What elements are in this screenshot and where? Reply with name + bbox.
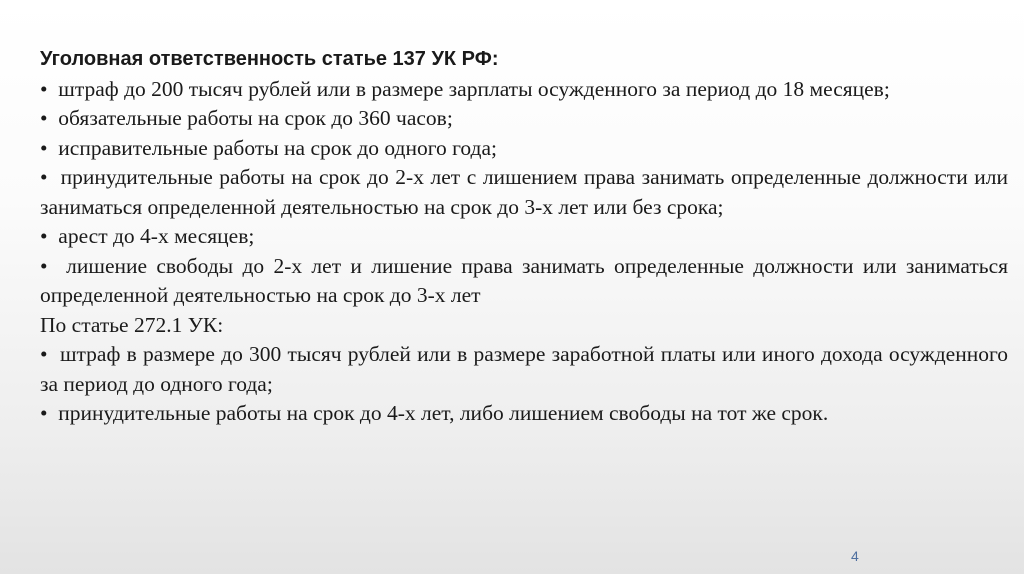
bullet-icon: • [40, 401, 48, 425]
list-item [40, 340, 1008, 399]
slide-heading: Уголовная ответственность статье 137 УК РФ: [40, 48, 499, 70]
list-item-text: принудительные работы на срок до 4-х лет, либо лишением свободы на тот же срок. [58, 401, 829, 425]
list-item-text: штраф до 200 тысяч рублей или в размере зарплаты осужденного за период до 18 месяцев; [58, 76, 890, 101]
list-item [40, 104, 1008, 134]
bullet-icon: • [40, 165, 48, 189]
section-subheading: По статье 272.1 УК: [40, 312, 224, 337]
list-item-text: штраф в размере до 300 тысяч рублей или в размере заработной платы или иного дохода осужденного за период до одного года; [40, 342, 1009, 396]
list-item [40, 222, 1008, 252]
list-item-text: арест до 4-х месяцев; [58, 224, 255, 248]
list-item [40, 134, 1008, 164]
list-item [40, 75, 1008, 105]
list-item [40, 163, 1008, 222]
list-item-text: принудительные работы на срок до 2-х лет с лишением права занимать определенные должности или заниматься определенной деятельностью на срок до 3-х лет или без срока; [40, 165, 1009, 219]
bullet-icon: • [40, 253, 48, 278]
bullet-icon: • [40, 106, 48, 130]
bullet-icon: • [40, 135, 48, 160]
list-item-text: обязательные работы на срок до 360 часов; [58, 106, 453, 130]
slide-content [40, 45, 1008, 429]
list-item-text: лишение свободы до 2-х лет и лишение права занимать определенные должности или заниматься определенной деятельностью на срок до 3-х лет [40, 253, 1009, 307]
bullet-icon: • [40, 342, 48, 366]
list-item-text: исправительные работы на срок до одного года; [58, 135, 497, 160]
list-item [40, 252, 1008, 311]
bullet-icon: • [40, 224, 48, 248]
list-item [40, 399, 1008, 429]
bullet-icon: • [40, 76, 48, 101]
page-number: 4 [851, 548, 859, 564]
